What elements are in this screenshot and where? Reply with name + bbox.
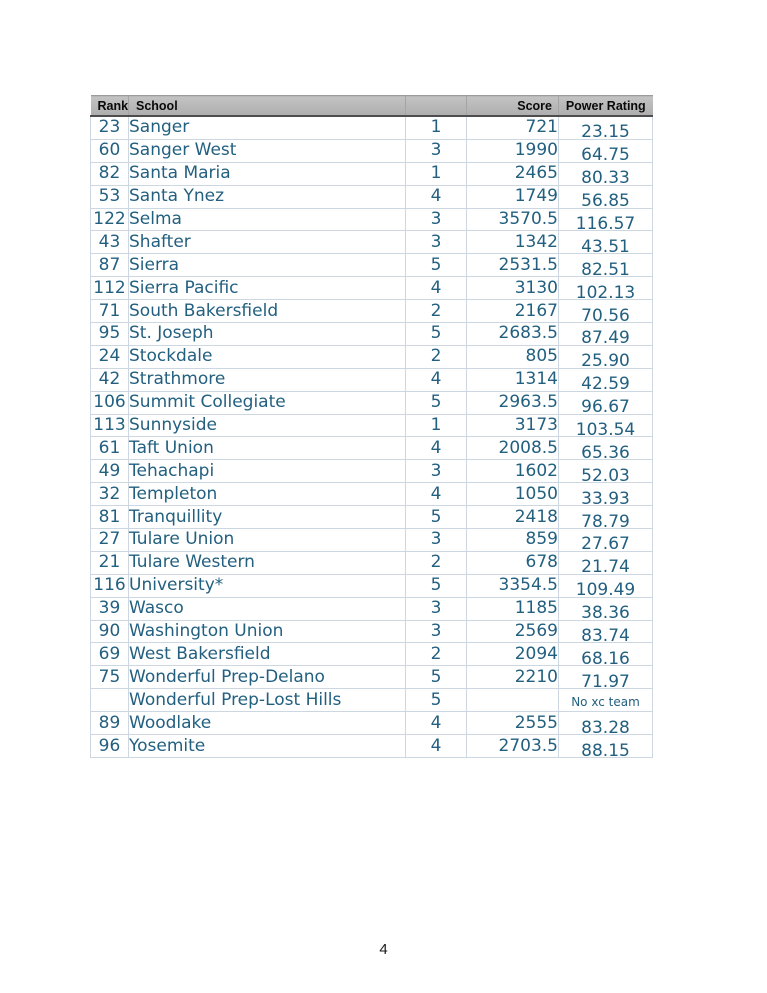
- cell-score: 1602: [467, 460, 559, 483]
- cell-school: Sierra: [129, 254, 406, 277]
- cell-rank: 87: [91, 254, 129, 277]
- table-row: [91, 483, 653, 506]
- cell-score: 1342: [467, 231, 559, 254]
- cell-division: 4: [406, 712, 467, 735]
- table-row: [91, 162, 653, 185]
- page-number: 4: [379, 941, 388, 958]
- header-score: Score: [467, 96, 559, 117]
- power-rating-value: 43.51: [581, 236, 630, 257]
- power-rating-value: 25.90: [581, 351, 630, 372]
- cell-score: 2167: [467, 300, 559, 323]
- cell-score: 3570.5: [467, 208, 559, 231]
- cell-school: Tulare Western: [129, 551, 406, 574]
- cell-rank: 21: [91, 551, 129, 574]
- cell-school: Strathmore: [129, 368, 406, 391]
- power-rating-value: 87.49: [581, 328, 630, 349]
- cell-school: Shafter: [129, 231, 406, 254]
- cell-school: Stockdale: [129, 345, 406, 368]
- power-rating-value: 83.28: [581, 717, 630, 738]
- cell-division: 3: [406, 620, 467, 643]
- cell-school: South Bakersfield: [129, 300, 406, 323]
- header-school: School: [129, 96, 406, 117]
- cell-score: 1050: [467, 483, 559, 506]
- table-row: [91, 208, 653, 231]
- cell-school: Templeton: [129, 483, 406, 506]
- table-header-row: [91, 96, 653, 117]
- cell-rank: 24: [91, 345, 129, 368]
- power-rating-value: 102.13: [575, 282, 636, 303]
- cell-school: Santa Maria: [129, 162, 406, 185]
- table-row: [91, 368, 653, 391]
- table-row: [91, 391, 653, 414]
- cell-score: 3354.5: [467, 574, 559, 597]
- cell-rank: [91, 689, 129, 712]
- table-row: [91, 300, 653, 323]
- power-rating-value: 70.56: [581, 305, 630, 326]
- cell-school: University*: [129, 574, 406, 597]
- table-row: [91, 460, 653, 483]
- cell-rank: 95: [91, 323, 129, 346]
- cell-division: 4: [406, 277, 467, 300]
- cell-school: Wasco: [129, 597, 406, 620]
- table-row: [91, 597, 653, 620]
- power-rating-value: 52.03: [581, 465, 630, 486]
- cell-division: 2: [406, 551, 467, 574]
- cell-score: 2569: [467, 620, 559, 643]
- cell-rank: 89: [91, 712, 129, 735]
- header-division: [406, 96, 467, 117]
- table-row: [91, 231, 653, 254]
- header-rank: Rank: [91, 96, 129, 117]
- table-row: [91, 506, 653, 529]
- cell-score: 2210: [467, 666, 559, 689]
- table-row: [91, 116, 653, 139]
- table-row: [91, 414, 653, 437]
- cell-rank: 32: [91, 483, 129, 506]
- cell-school: Santa Ynez: [129, 185, 406, 208]
- table-row: [91, 689, 653, 712]
- cell-division: 2: [406, 345, 467, 368]
- power-rating-value: 83.74: [581, 626, 630, 647]
- cell-school: St. Joseph: [129, 323, 406, 346]
- cell-score: 2418: [467, 506, 559, 529]
- cell-rank: 71: [91, 300, 129, 323]
- cell-rank: 122: [91, 208, 129, 231]
- cell-rank: 106: [91, 391, 129, 414]
- cell-rank: 112: [91, 277, 129, 300]
- cell-rank: 49: [91, 460, 129, 483]
- power-rating-value: 109.49: [575, 580, 636, 601]
- cell-division: 4: [406, 735, 467, 758]
- power-rating-value: 27.67: [581, 534, 630, 555]
- cell-school: Washington Union: [129, 620, 406, 643]
- cell-school: Yosemite: [129, 735, 406, 758]
- table-row: [91, 735, 653, 758]
- power-rating-value: 82.51: [581, 259, 630, 280]
- cell-division: 5: [406, 254, 467, 277]
- cell-school: Selma: [129, 208, 406, 231]
- cell-division: 2: [406, 643, 467, 666]
- power-rating-value: 56.85: [581, 191, 630, 212]
- cell-score: 1749: [467, 185, 559, 208]
- cell-score: 805: [467, 345, 559, 368]
- cell-division: 5: [406, 666, 467, 689]
- power-rating-value: 103.54: [575, 420, 636, 441]
- cell-division: 5: [406, 574, 467, 597]
- cell-score: 678: [467, 551, 559, 574]
- cell-rank: 113: [91, 414, 129, 437]
- cell-school: Woodlake: [129, 712, 406, 735]
- cell-rank: 75: [91, 666, 129, 689]
- cell-school: Tulare Union: [129, 529, 406, 552]
- cell-division: 4: [406, 483, 467, 506]
- cell-rank: 82: [91, 162, 129, 185]
- cell-division: 4: [406, 185, 467, 208]
- table-row: [91, 643, 653, 666]
- cell-rank: 61: [91, 437, 129, 460]
- cell-rank: 53: [91, 185, 129, 208]
- cell-rank: 69: [91, 643, 129, 666]
- cell-division: 3: [406, 460, 467, 483]
- table-row: [91, 345, 653, 368]
- table-row: [91, 323, 653, 346]
- table-row: [91, 620, 653, 643]
- cell-school: West Bakersfield: [129, 643, 406, 666]
- power-rating-value: 80.33: [581, 168, 630, 189]
- power-rating-value: 64.75: [581, 145, 630, 166]
- cell-rank: 90: [91, 620, 129, 643]
- cell-score: 2531.5: [467, 254, 559, 277]
- cell-school: Summit Collegiate: [129, 391, 406, 414]
- cell-power-rating: [559, 712, 653, 738]
- cell-power-rating: [559, 689, 653, 712]
- cell-rank: 116: [91, 574, 129, 597]
- power-rating-value: 21.74: [581, 557, 630, 578]
- power-rating-value: 38.36: [581, 603, 630, 624]
- cell-school: Wonderful Prep-Lost Hills: [129, 689, 406, 712]
- cell-rank: 81: [91, 506, 129, 529]
- cell-score: [467, 689, 559, 712]
- cell-rank: 39: [91, 597, 129, 620]
- table-row: [91, 185, 653, 208]
- cell-rank: 96: [91, 735, 129, 758]
- cell-division: 5: [406, 391, 467, 414]
- cell-score: 3130: [467, 277, 559, 300]
- cell-score: 2963.5: [467, 391, 559, 414]
- cell-division: 4: [406, 437, 467, 460]
- cell-division: 3: [406, 597, 467, 620]
- table-row: [91, 277, 653, 300]
- power-rating-value: 42.59: [581, 374, 630, 395]
- cell-rank: 60: [91, 139, 129, 162]
- cell-rank: 23: [91, 116, 129, 139]
- cell-power-rating: [559, 116, 653, 143]
- cell-school: Tranquillity: [129, 506, 406, 529]
- cell-division: 3: [406, 529, 467, 552]
- cell-rank: 43: [91, 231, 129, 254]
- power-rating-value: 88.15: [581, 740, 630, 761]
- cell-school: Sanger: [129, 116, 406, 139]
- cell-school: Sanger West: [129, 139, 406, 162]
- table-row: [91, 139, 653, 162]
- power-rating-value: 23.15: [581, 122, 630, 143]
- cell-division: 2: [406, 300, 467, 323]
- power-rating-value: 68.16: [581, 648, 630, 669]
- cell-score: 721: [467, 116, 559, 139]
- power-rating-value: 78.79: [581, 511, 630, 532]
- cell-division: 1: [406, 414, 467, 437]
- table-row: [91, 437, 653, 460]
- rankings-table: [90, 95, 653, 761]
- table-row: [91, 574, 653, 597]
- cell-school: Tehachapi: [129, 460, 406, 483]
- cell-score: 1185: [467, 597, 559, 620]
- cell-score: 859: [467, 529, 559, 552]
- cell-score: 2465: [467, 162, 559, 185]
- cell-rank: 27: [91, 529, 129, 552]
- cell-score: 2555: [467, 712, 559, 735]
- cell-division: 5: [406, 506, 467, 529]
- cell-division: 1: [406, 116, 467, 139]
- power-rating-value: 116.57: [575, 214, 636, 234]
- cell-school: Sunnyside: [129, 414, 406, 437]
- power-rating-value: 33.93: [581, 488, 630, 509]
- header-power-rating: Power Rating: [559, 96, 653, 117]
- table-row: [91, 712, 653, 735]
- table-row: [91, 529, 653, 552]
- table-row: [91, 666, 653, 689]
- cell-score: 2703.5: [467, 735, 559, 758]
- cell-score: 2008.5: [467, 437, 559, 460]
- table-row: [91, 254, 653, 277]
- cell-school: Taft Union: [129, 437, 406, 460]
- cell-school: Sierra Pacific: [129, 277, 406, 300]
- cell-score: 1314: [467, 368, 559, 391]
- cell-rank: 42: [91, 368, 129, 391]
- cell-score: 2094: [467, 643, 559, 666]
- cell-division: 4: [406, 368, 467, 391]
- cell-division: 5: [406, 689, 467, 712]
- power-rating-value: 65.36: [581, 442, 630, 463]
- cell-division: 3: [406, 231, 467, 254]
- cell-score: 2683.5: [467, 323, 559, 346]
- cell-division: 5: [406, 323, 467, 346]
- cell-division: 3: [406, 139, 467, 162]
- table-row: [91, 551, 653, 574]
- power-rating-value: 96.67: [581, 397, 630, 418]
- cell-score: 3173: [467, 414, 559, 437]
- cell-division: 3: [406, 208, 467, 231]
- cell-score: 1990: [467, 139, 559, 162]
- cell-division: 1: [406, 162, 467, 185]
- power-rating-value: No xc team: [571, 695, 640, 710]
- cell-school: Wonderful Prep-Delano: [129, 666, 406, 689]
- power-rating-value: 71.97: [581, 671, 630, 692]
